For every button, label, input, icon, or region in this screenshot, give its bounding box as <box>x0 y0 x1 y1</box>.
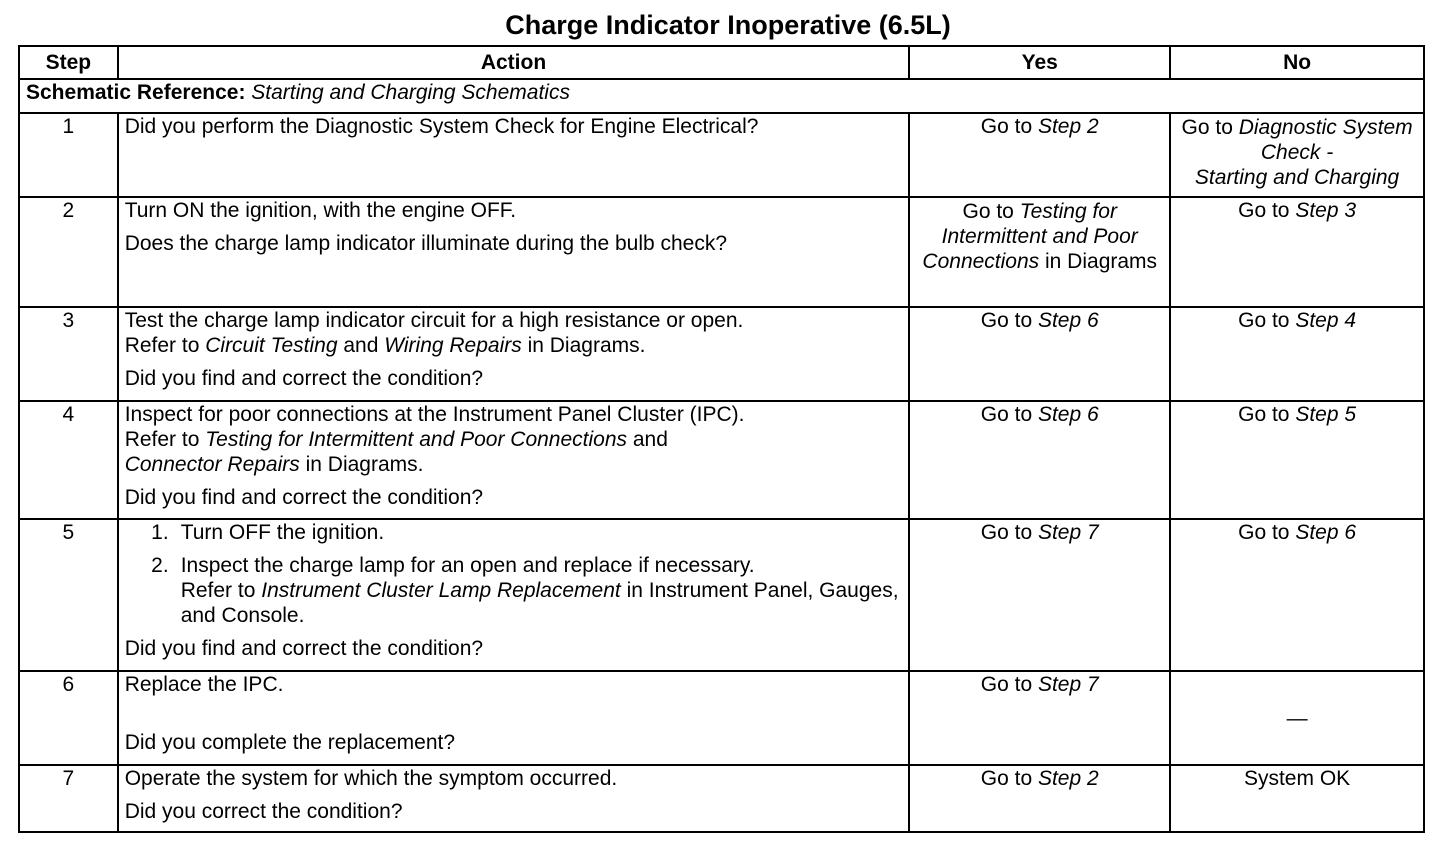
yes-cell <box>909 197 1170 307</box>
step-number: 7 <box>19 765 118 832</box>
reference-joiner: and <box>337 334 385 357</box>
step-action <box>118 671 910 765</box>
step-row-7 <box>19 765 1424 832</box>
action-question: Did you find and correct the condition? <box>124 486 484 509</box>
step-row-1 <box>19 113 1424 197</box>
step-number: 1 <box>19 113 118 197</box>
yes-link[interactable]: Step 6 <box>1037 403 1099 426</box>
step-action <box>118 519 910 671</box>
list-item <box>125 553 903 628</box>
reference-label: Schematic Reference: <box>26 81 246 104</box>
yes-prefix: Go to <box>980 403 1038 426</box>
no-link[interactable]: Diagnostic System Check - <box>1238 116 1413 164</box>
no-link[interactable]: Step 6 <box>1295 521 1357 544</box>
yes-link[interactable]: Step 7 <box>1037 521 1099 544</box>
no-cell <box>1170 197 1424 307</box>
step-number: 4 <box>19 401 118 519</box>
no-prefix: Go to <box>1238 403 1296 426</box>
no-prefix: Go to <box>1238 199 1296 222</box>
yes-link[interactable]: Testing for Intermittent and Poor Connections <box>922 200 1138 273</box>
header-action: Action <box>118 46 910 79</box>
reference-suffix: in Diagrams. <box>299 453 424 476</box>
action-text: Operate the system for which the symptom occurred. <box>124 767 618 790</box>
step-row-4 <box>19 401 1424 519</box>
list-item-number: 1. <box>151 521 169 544</box>
header-yes: Yes <box>909 46 1170 79</box>
step-action <box>118 307 910 401</box>
reference-prefix: Refer to <box>124 428 206 451</box>
schematic-reference-row <box>19 79 1424 113</box>
yes-prefix: Go to <box>962 200 1020 223</box>
action-question: Does the charge lamp indicator illuminate during the bulb check? <box>124 232 728 255</box>
page-title: Charge Indicator Inoperative (6.5L) <box>505 10 951 40</box>
header-row <box>19 46 1424 79</box>
yes-cell <box>909 401 1170 519</box>
step-row-2 <box>19 197 1424 307</box>
action-question: Did you correct the condition? <box>124 800 403 823</box>
schematic-reference <box>19 79 1424 113</box>
reference-prefix: Refer to <box>180 579 262 602</box>
no-prefix: Go to <box>1181 116 1239 139</box>
list-item-text <box>181 553 903 628</box>
yes-prefix: Go to <box>980 521 1038 544</box>
list-item-instruction: Inspect the charge lamp for an open and replace if necessary. <box>180 554 755 577</box>
yes-prefix: Go to <box>980 673 1038 696</box>
action-question: Did you complete the replacement? <box>124 731 456 754</box>
action-reference <box>125 333 903 358</box>
reference-link[interactable]: Connector Repairs <box>124 453 300 476</box>
action-text: Replace the IPC. <box>124 673 284 696</box>
reference-link[interactable]: Starting and Charging Schematics <box>251 81 570 104</box>
header-step: Step <box>19 46 118 79</box>
step-row-3 <box>19 307 1424 401</box>
action-reference-cont <box>125 452 903 477</box>
list-item <box>125 520 903 545</box>
yes-link[interactable]: Step 2 <box>1037 767 1099 790</box>
reference-link[interactable]: Circuit Testing <box>205 334 338 357</box>
action-text: Did you perform the Diagnostic System Check for Engine Electrical? <box>124 115 759 138</box>
reference-link[interactable]: Wiring Repairs <box>384 334 522 357</box>
list-item-number: 2. <box>151 554 169 577</box>
step-row-6 <box>19 671 1424 765</box>
yes-prefix: Go to <box>980 767 1038 790</box>
no-prefix: Go to <box>1238 521 1296 544</box>
action-text: Test the charge lamp indicator circuit for a high resistance or open. <box>124 309 744 332</box>
no-link[interactable]: Step 3 <box>1295 199 1357 222</box>
yes-prefix: Go to <box>980 115 1038 138</box>
reference-link[interactable]: Instrument Cluster Lamp Replacement <box>261 579 621 602</box>
list-item-text: Turn OFF the ignition. <box>180 521 385 544</box>
yes-prefix: Go to <box>980 309 1038 332</box>
step-action <box>118 765 910 832</box>
step-action <box>118 401 910 519</box>
reference-suffix: in Instrument Panel, Gauges, and Console. <box>180 579 899 627</box>
no-link-cont[interactable]: Starting and Charging <box>1194 166 1400 189</box>
header-no: No <box>1170 46 1424 79</box>
yes-cell <box>909 307 1170 401</box>
no-result: System OK <box>1243 767 1351 790</box>
yes-cell <box>909 765 1170 832</box>
step-action <box>118 197 910 307</box>
diagnostic-table <box>18 45 1425 833</box>
no-cell <box>1170 307 1424 401</box>
no-cell <box>1170 401 1424 519</box>
yes-cell <box>909 519 1170 671</box>
no-cell <box>1170 113 1424 197</box>
step-number: 3 <box>19 307 118 401</box>
no-prefix: Go to <box>1238 309 1296 332</box>
no-dash: — <box>1286 706 1308 730</box>
yes-cell <box>909 671 1170 765</box>
step-action <box>118 113 910 197</box>
action-text: Inspect for poor connections at the Instrument Panel Cluster (IPC). <box>124 403 745 426</box>
reference-prefix: Refer to <box>124 334 206 357</box>
action-question: Did you find and correct the condition? <box>124 637 484 660</box>
no-cell <box>1170 519 1424 671</box>
no-cell <box>1170 765 1424 832</box>
no-cell <box>1170 671 1424 765</box>
yes-link[interactable]: Step 2 <box>1037 115 1099 138</box>
no-link[interactable]: Step 4 <box>1295 309 1357 332</box>
yes-cell <box>909 113 1170 197</box>
action-question: Did you find and correct the condition? <box>124 367 484 390</box>
no-link[interactable]: Step 5 <box>1295 403 1357 426</box>
reference-suffix: in Diagrams. <box>521 334 646 357</box>
step-row-5 <box>19 519 1424 671</box>
reference-joiner: and <box>627 428 668 451</box>
yes-link[interactable]: Step 7 <box>1037 673 1099 696</box>
yes-link[interactable]: Step 6 <box>1037 309 1099 332</box>
reference-link[interactable]: Testing for Intermittent and Poor Connections <box>205 428 628 451</box>
step-number: 2 <box>19 197 118 307</box>
step-number: 6 <box>19 671 118 765</box>
step-number: 5 <box>19 519 118 671</box>
action-reference <box>125 427 903 452</box>
yes-suffix: in Diagrams <box>1039 250 1158 273</box>
action-text: Turn ON the ignition, with the engine OFF. <box>124 199 517 222</box>
